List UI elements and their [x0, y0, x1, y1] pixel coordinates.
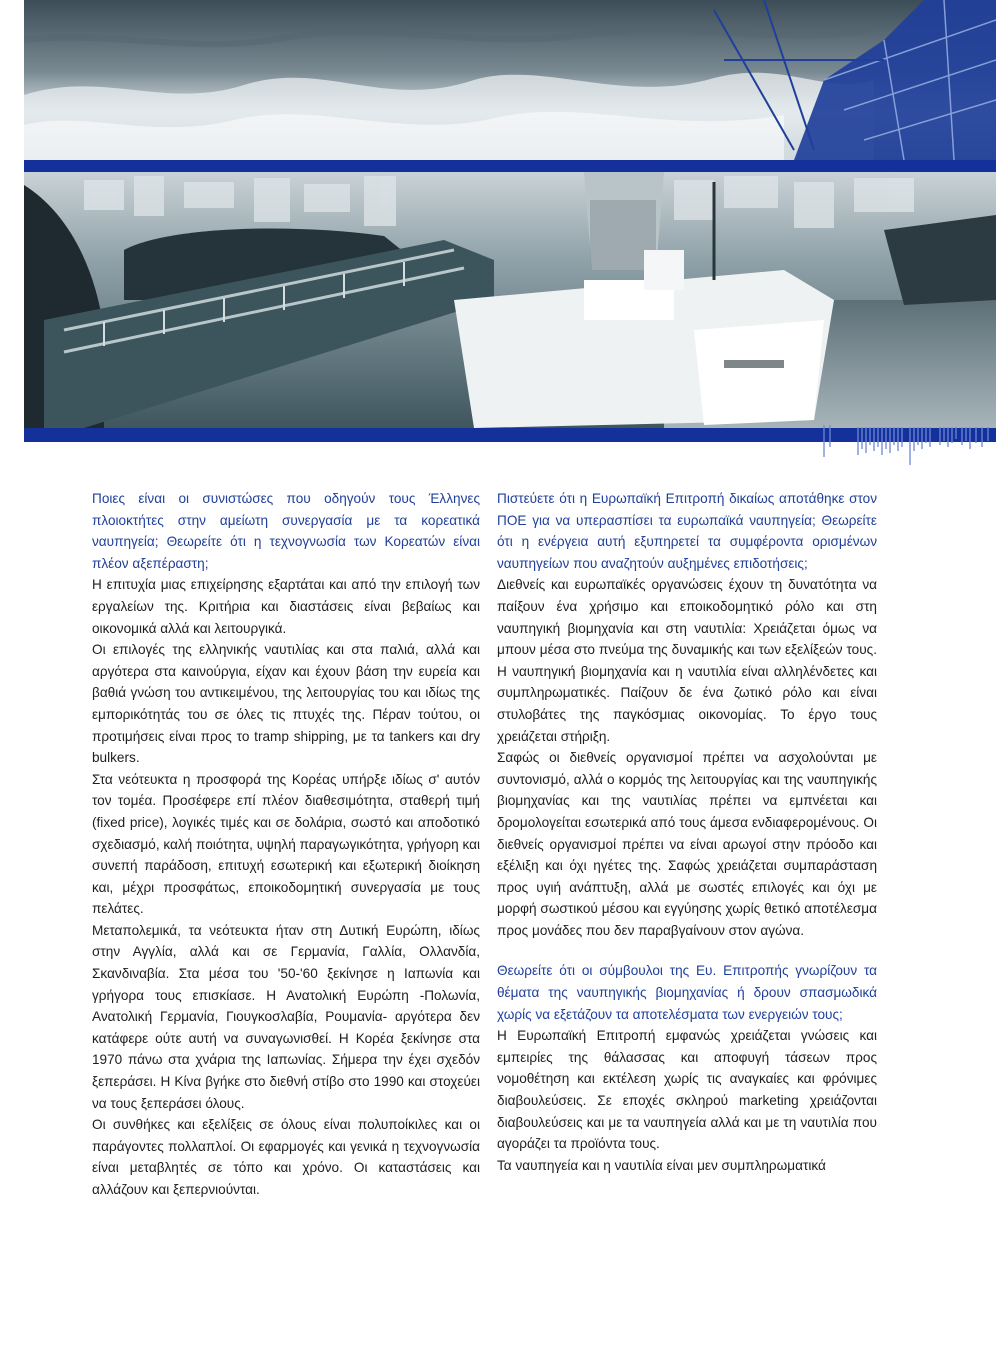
question-korean-shipyards: Ποιες είναι οι συνιστώσες που οδηγούν τους Έλληνες πλοιοκτήτες στην αμείωτη συνεργασία με τα κορεατικά ναυπηγεία; Θεωρείτε ότι η τεχνογνωσία των Κορεατών είναι πλέον αξεπέραστη;: [92, 491, 480, 571]
answer-paragraph: Η επιτυχία μιας επιχείρησης εξαρτάται και από την επιλογή των εργαλείων της. Κριτήρια και διαστάσεις είναι βεβαίως και οικονομικά αλλά και λειτουργικά.: [92, 577, 480, 636]
decorative-barcode-ticks: [800, 425, 996, 465]
right-column: [497, 488, 877, 1176]
answer-paragraph: Οι συνθήκες και εξελίξεις σε όλους είναι πολυποίκιλες και οι παράγοντες πολλαπλοί. Οι εφαρμογές και γενικά η τεχνογνωσία είναι μεταβλητές σε τόπο και χρόνο. Οι καταστάσεις και αλλάζουν και ξεπερνιούνται.: [92, 1117, 480, 1197]
answer-paragraph: Στα νεότευκτα η προσφορά της Κορέας υπήρξε ιδίως σ' αυτόν τον τομέα. Προσέφερε επί πλέον διαθεσιμότητα, σταθερή τιμή (fixed price), λογικές τιμές και σε δολάρια, σωστό και αποδοτικό σχεδιασμό, καλή ποιότητα, υψηλή παραγωγικότητα, γρήγορη και συνεπή παράδοση, επιτυχή εσωτερική και εξωτερική διοίκηση και, μέχρι προσφάτως, εποικοδομητική συνεργασία με τους πελάτες.: [92, 771, 480, 917]
answer-paragraph: Σαφώς οι διεθνείς οργανισμοί πρέπει να ασχολούνται με συντονισμό, αλλά ο κορμός της λειτουργίας και της ναυπηγικής βιομηχανίας και της ναυτιλίας πρέπει να εμπνέεται και δρομολογείται εσωτερικά από τους άμεσα ενδιαφερομένους. Οι διεθνείς οργανισμοί πρέπει να είναι αρωγοί στην πρόοδο και εξέλιξη και όχι ηγέτες της. Σαφώς χρειάζεται συμπαράσταση προς υγιή ανάπτυξη, αλλά με σωστές επιλογές και όχι με μορφή σωστικού μέσου και εγγύησης χωρίς θετικό αποτέλεσμα προς μονάδες που δεν παραβγαίνουν στον αγώνα.: [497, 750, 877, 938]
answer-paragraph: Διεθνείς και ευρωπαϊκές οργανώσεις έχουν τη δυνατότητα να παίξουν ένα χρήσιμο και εποικοδομητικό ρόλο και στη ναυπηγική βιομηχανία και στη ναυτιλία: Χρειάζεται όμως να μπουν μέσα στο πνεύμα της δυναμικής και των εξελίξεών τους. Η ναυπηγική βιομηχανία και η ναυτιλία είναι αλληλένδετες και συμπληρωματικές. Παίζουν δε ένα ζωτικό ρόλο και είναι στυλοβάτες της παγκόσμιας οικονομίας. Το έργο τους χρειάζεται στήριξη.: [497, 577, 877, 744]
answer-paragraph: Οι επιλογές της ελληνικής ναυτιλίας και στα παλιά, αλλά και αργότερα στα καινούργια, είχαν και έχουν βάση την ευρεία και βαθιά γνώση του αντικειμένου, της λειτουργίας του και ιδίως της εμπορικότητάς του σε όλες τις πτυχές της. Πέραν τούτου, οι προτιμήσεις είναι προς το tramp shipping, με τα tankers και dry bulkers.: [92, 642, 480, 766]
spacer: [497, 941, 877, 960]
blue-band: [24, 160, 996, 172]
answer-paragraph: Μεταπολεμικά, τα νεότευκτα ήταν στη Δυτική Ευρώπη, ιδίως στην Αγγλία, αλλά και σε Γερμανία, Γαλλία, Ολλανδία, Σκανδιναβία. Στα μέσα του '50-'60 ξεκίνησε η Ιαπωνία και γρήγορα τους επισκίασε. Η Ανατολική Ευρώπη -Πολωνία, Ανατολική Γερμανία, Γιουγκοσλαβία, Ρουμανία- αργότερα δεν κατάφερε ούτε αυτή να συναγωνισθεί. Η Κορέα ξεκίνησε στα 1970 πάνω στα χνάρια της Ιαπωνίας. Σήμερα την έχει σχεδόν ξεπεράσει. Η Κίνα βγήκε στο διεθνή στίβο στο 1990 και στοχεύει να τους ξεπεράσει όλους.: [92, 922, 480, 1111]
left-column: [92, 488, 480, 1201]
question-european-commission-wto: Πιστεύετε ότι η Ευρωπαϊκή Επιτροπή δικαίως αποτάθηκε στον ΠΟΕ για να υπερασπίσει τα ευρωπαϊκά ναυπηγεία; Θεωρείτε ότι η ενέργεια αυτή εξυπηρετεί τα συμφέροντα ορισμένων ναυπηγείων που αναζητούν αυξημένες επιδοτήσεις;: [497, 491, 877, 571]
question-commission-advisors: Θεωρείτε ότι οι σύμβουλοι της Ευ. Επιτροπής γνωρίζουν τα θέματα της ναυπηγικής βιομηχανίας ή δρουν σπασμωδικά χωρίς να εξετάζουν τα αποτελέσματα των ενεργειών τους;: [497, 963, 877, 1022]
answer-paragraph: Τα ναυπηγεία και η ναυτιλία είναι μεν συμπληρωματικά: [497, 1157, 826, 1173]
answer-paragraph: Η Ευρωπαϊκή Επιτροπή εμφανώς χρειάζεται γνώσεις και εμπειρίες της θάλασσας και αποφυγή τάσεων προς νομοθέτηση και εκτέλεση χωρίς τις αναγκαίες και φρόνιμες διαβουλεύσεις. Σε εποχές σκληρού marketing χρειάζονται διαβουλεύσεις και με τα ναυπηγεία αλλά και με τη ναυτιλία που αγοράζει τα προϊόντα τους.: [497, 1028, 877, 1152]
photo-banner: [24, 0, 996, 442]
